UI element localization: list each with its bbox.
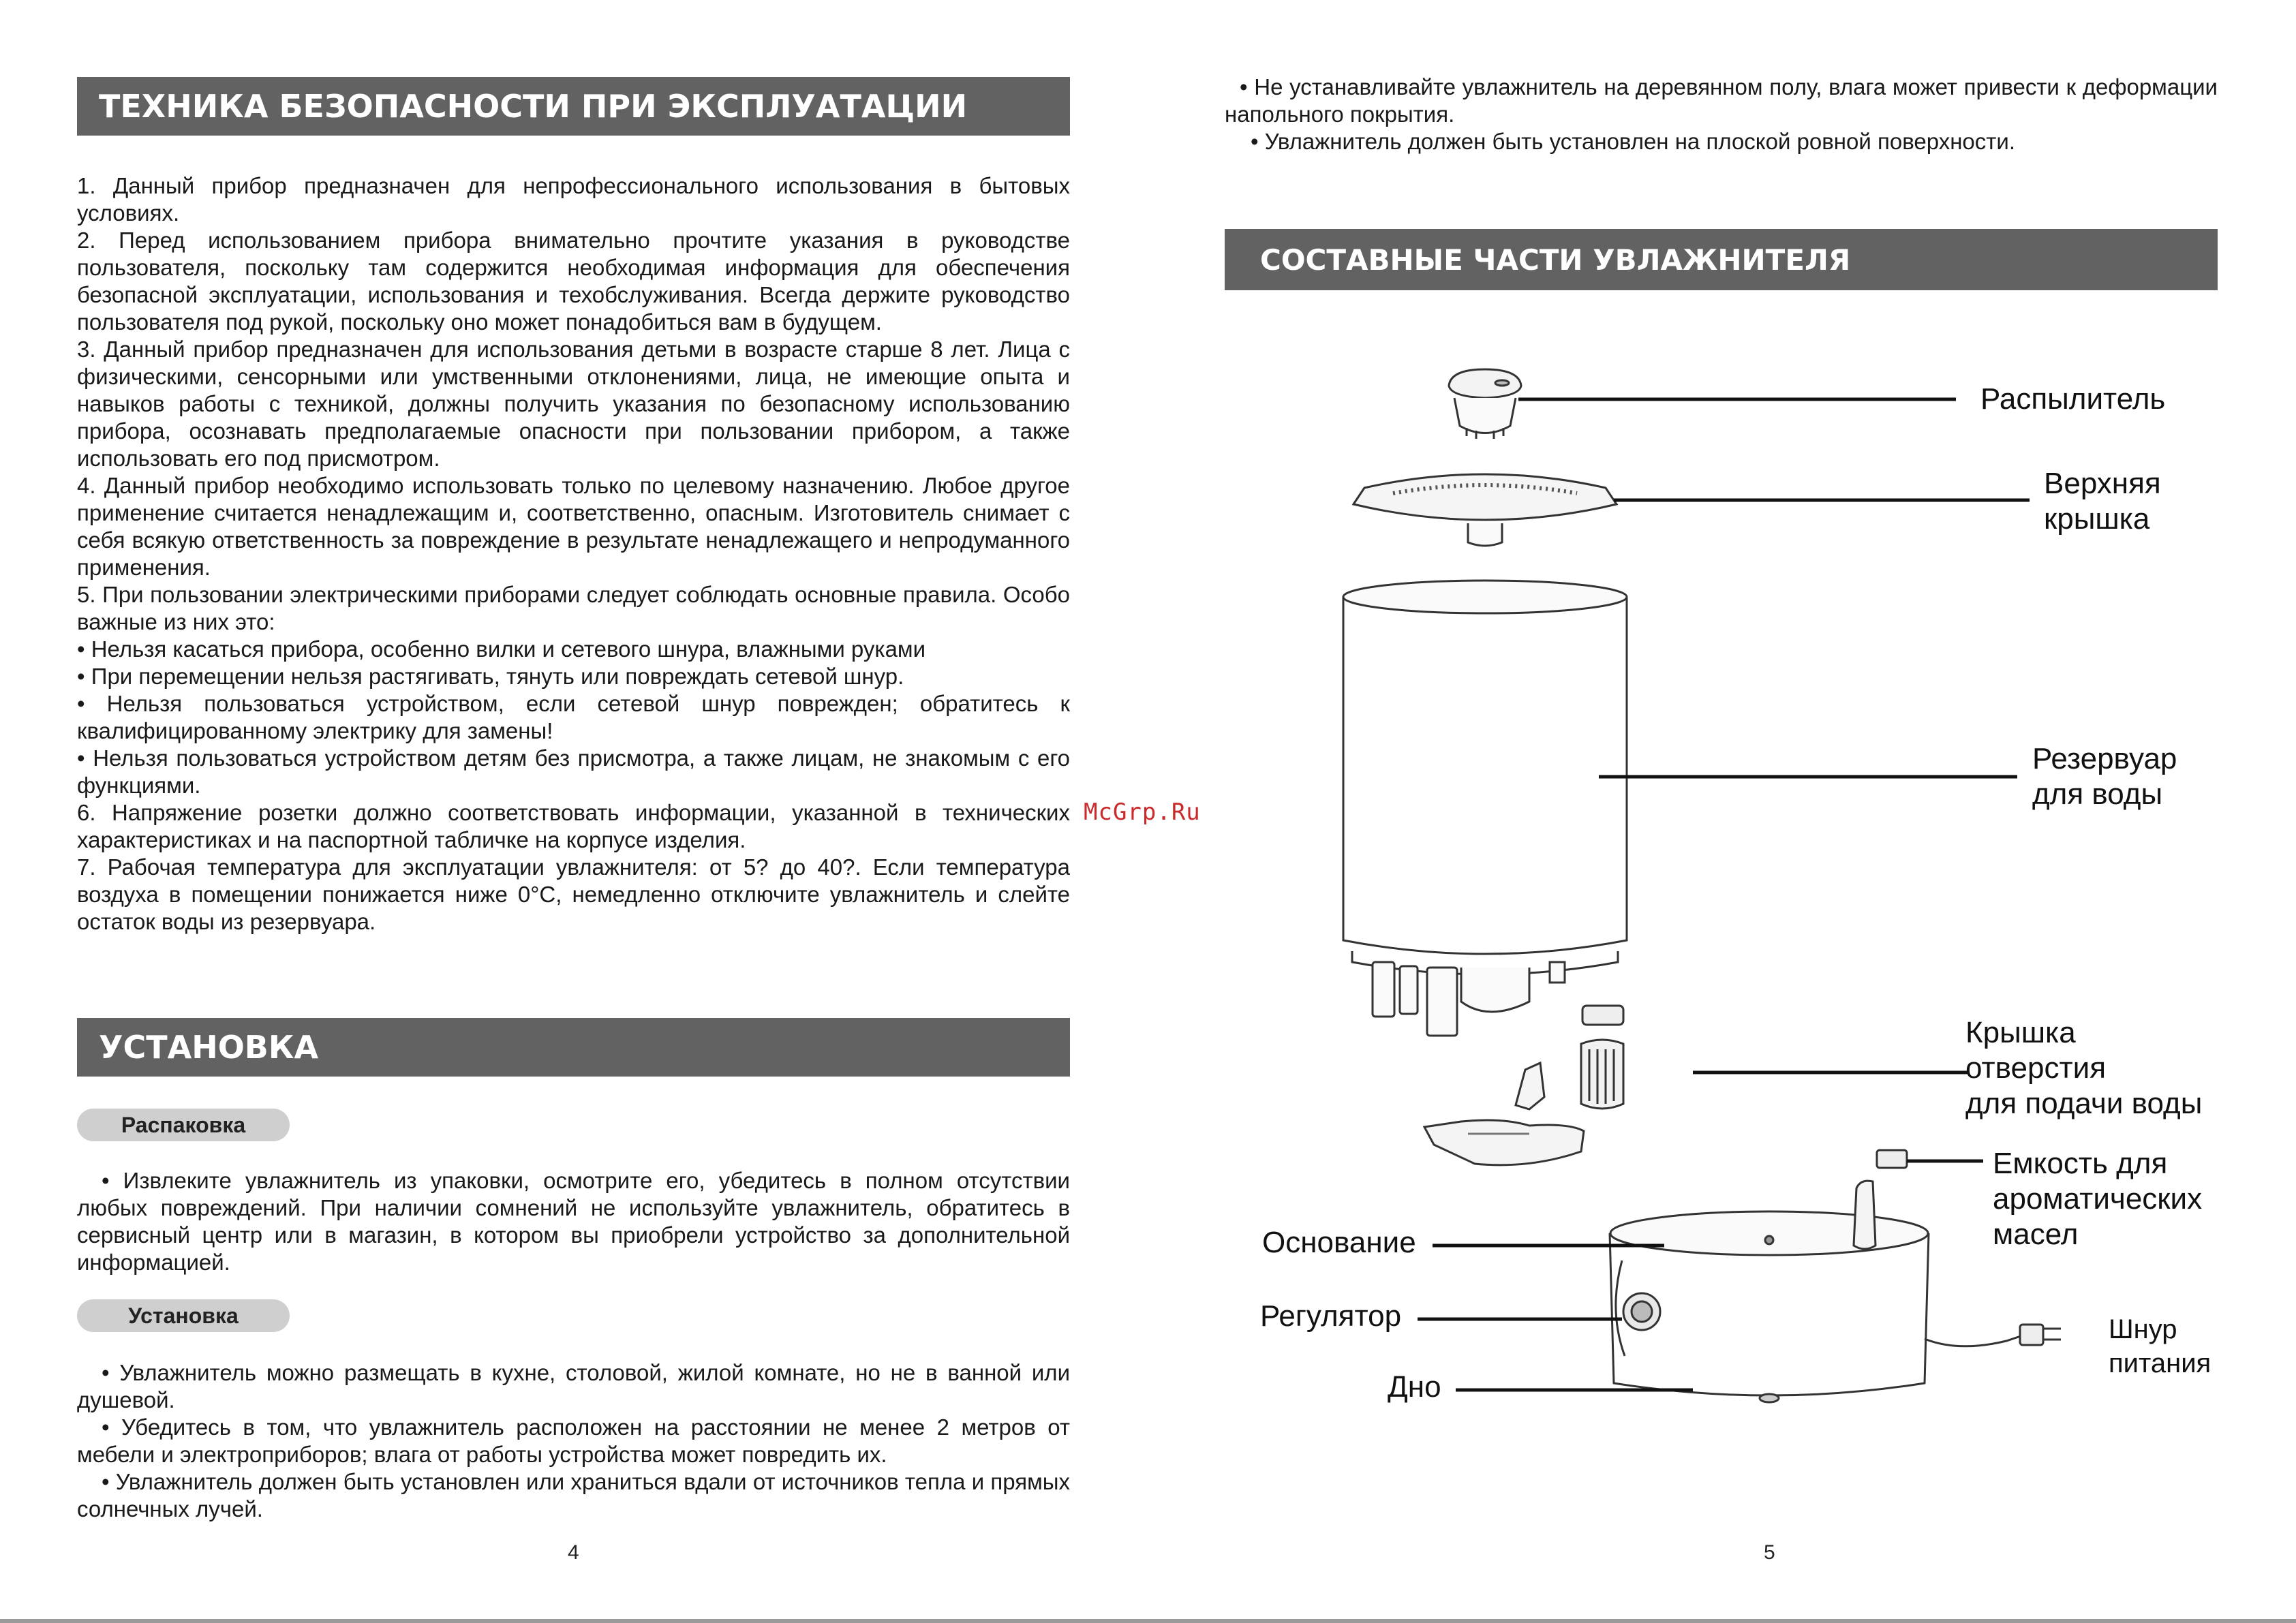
safety-section-title (77, 77, 1070, 136)
page-number-right: 5 (1764, 1541, 1775, 1564)
bottom-border (0, 1619, 2296, 1623)
safety-paragraph: • Нельзя пользоваться устройством, если сетевой шнур поврежден; обратитесь к квалифицированному электрику для замены! (77, 691, 1070, 743)
safety-paragraph: 5. При пользовании электрическими приборами следует соблюдать основные правила. Особо важные из них это: (77, 582, 1070, 634)
unpacking-label-text: Распаковка (121, 1112, 246, 1137)
installation-item: • Убедитесь в том, что увлажнитель расположен на расстоянии не менее 2 метров от мебели и электроприборов; влага от работы устройства может повредить их. (77, 1415, 1070, 1467)
installation-text (77, 1359, 1070, 1523)
watermark: McGrp.Ru (1084, 799, 1201, 826)
aroma-box-part (1877, 1150, 1907, 1168)
label-water-tank: Резервуар для воды (2032, 742, 2177, 811)
unpacking-paragraph: • Извлеките увлажнитель из упаковки, осмотрите его, убедитесь в полном отсутствии любых повреждений. При наличии сомнений не используйте увлажнитель, обратитесь в сервисный центр или в магазин, в котором вы приобрели устройство за дополнительной информацией. (77, 1168, 1070, 1275)
label-power-cord: Шнур питания (2109, 1314, 2211, 1378)
installation-label-text: Установка (128, 1303, 239, 1328)
label-top-cover: Верхняя крышка (2044, 467, 2161, 536)
safety-paragraph: • Нельзя касаться прибора, особенно вилки и сетевого шнура, влажными руками (77, 636, 926, 662)
safety-text (77, 172, 1070, 936)
safety-paragraph: 6. Напряжение розетки должно соответствовать информации, указанной в технических характеристиках и на паспортной табличке на корпусе изделия. (77, 800, 1070, 852)
float-plate-part (1424, 1120, 1584, 1165)
placement-item: • Увлажнитель должен быть установлен на плоской ровной поверхности. (1251, 129, 2015, 154)
safety-paragraph: 2. Перед использованием прибора внимательно прочтите указания в руководстве пользователя, поскольку там содержится необходимая информация для обеспечения безопасной эксплуатации, использования и техобслуживания. Всегда держите руководство пользователя под рукой, поскольку оно может понадобиться вам в будущем. (77, 228, 1070, 335)
page-number-left: 4 (568, 1541, 579, 1564)
label-base: Основание (1262, 1226, 1416, 1259)
install-section-title (77, 1018, 1070, 1077)
unpacking-text (77, 1167, 1070, 1276)
safety-paragraph: • При перемещении нельзя растягивать, тянуть или повреждать сетевой шнур. (77, 664, 904, 689)
label-sprayer: Распылитель (1980, 382, 2166, 416)
label-aroma-box: Емкость для ароматических масел (1993, 1147, 2203, 1251)
unpacking-label (77, 1109, 290, 1141)
installation-item: • Увлажнитель должен быть установлен или храниться вдали от источников тепла и прямых солнечных лучей. (77, 1469, 1070, 1521)
placement-item: • Не устанавливайте увлажнитель на деревянном полу, влага может привести к деформации напольного покрытия. (1225, 74, 2218, 127)
top-cover-part (1353, 474, 1617, 546)
parts-title-text: СОСТАВНЫЕ ЧАСТИ УВЛАЖНИТЕЛЯ (1260, 243, 1851, 277)
safety-paragraph: 3. Данный прибор предназначен для использования детьми в возрасте старше 8 лет. Лица с физическими, сенсорными или умственными отклонениями, лица, не имеющие опыта и навыков работы с техникой, должны получить указания по безопасному использованию прибора, осознавать предполагаемые опасности при пользовании прибором, а также использовать его под присмотром. (77, 337, 1070, 471)
label-regulator: Регулятор (1260, 1299, 1402, 1333)
safety-paragraph: 1. Данный прибор предназначен для непрофессионального использования в бытовых условиях. (77, 173, 1070, 226)
safety-paragraph: 4. Данный прибор необходимо использовать только по целевому назначению. Любое другое применение считается ненадлежащим и, соответственно, опасным. Изготовитель снимает с себя всякую ответственность за повреждение в результате ненадлежащего и непродуманного применения. (77, 473, 1070, 580)
safety-title-text: ТЕХНИКА БЕЗОПАСНОСТИ ПРИ ЭКСПЛУАТАЦИИ (99, 88, 968, 125)
safety-paragraph: • Нельзя пользоваться устройством детям без присмотра, а также лицам, не знакомым с его функциями. (77, 745, 1070, 798)
label-bottom: Дно (1388, 1370, 1441, 1404)
installation-label (77, 1299, 290, 1332)
sprayer-part (1449, 369, 1521, 439)
label-fill-cap: Крышка отверстия для подачи воды (1965, 1016, 2203, 1120)
fill-cap-part (1516, 1006, 1623, 1109)
right-page (1148, 0, 2296, 1623)
safety-paragraph: 7. Рабочая температура для эксплуатации увлажнителя: от 5? до 40?. Если температура воздуха в помещении понижается ниже 0°C, немедленно отключите увлажнитель и слейте остаток воды из резервуара. (77, 854, 1070, 934)
installation-item: • Увлажнитель можно размещать в кухне, столовой, жилой комнате, но не в ванной или душевой. (77, 1360, 1070, 1412)
install-title-text: УСТАНОВКА (99, 1029, 319, 1066)
water-tank-part (1343, 581, 1627, 1036)
